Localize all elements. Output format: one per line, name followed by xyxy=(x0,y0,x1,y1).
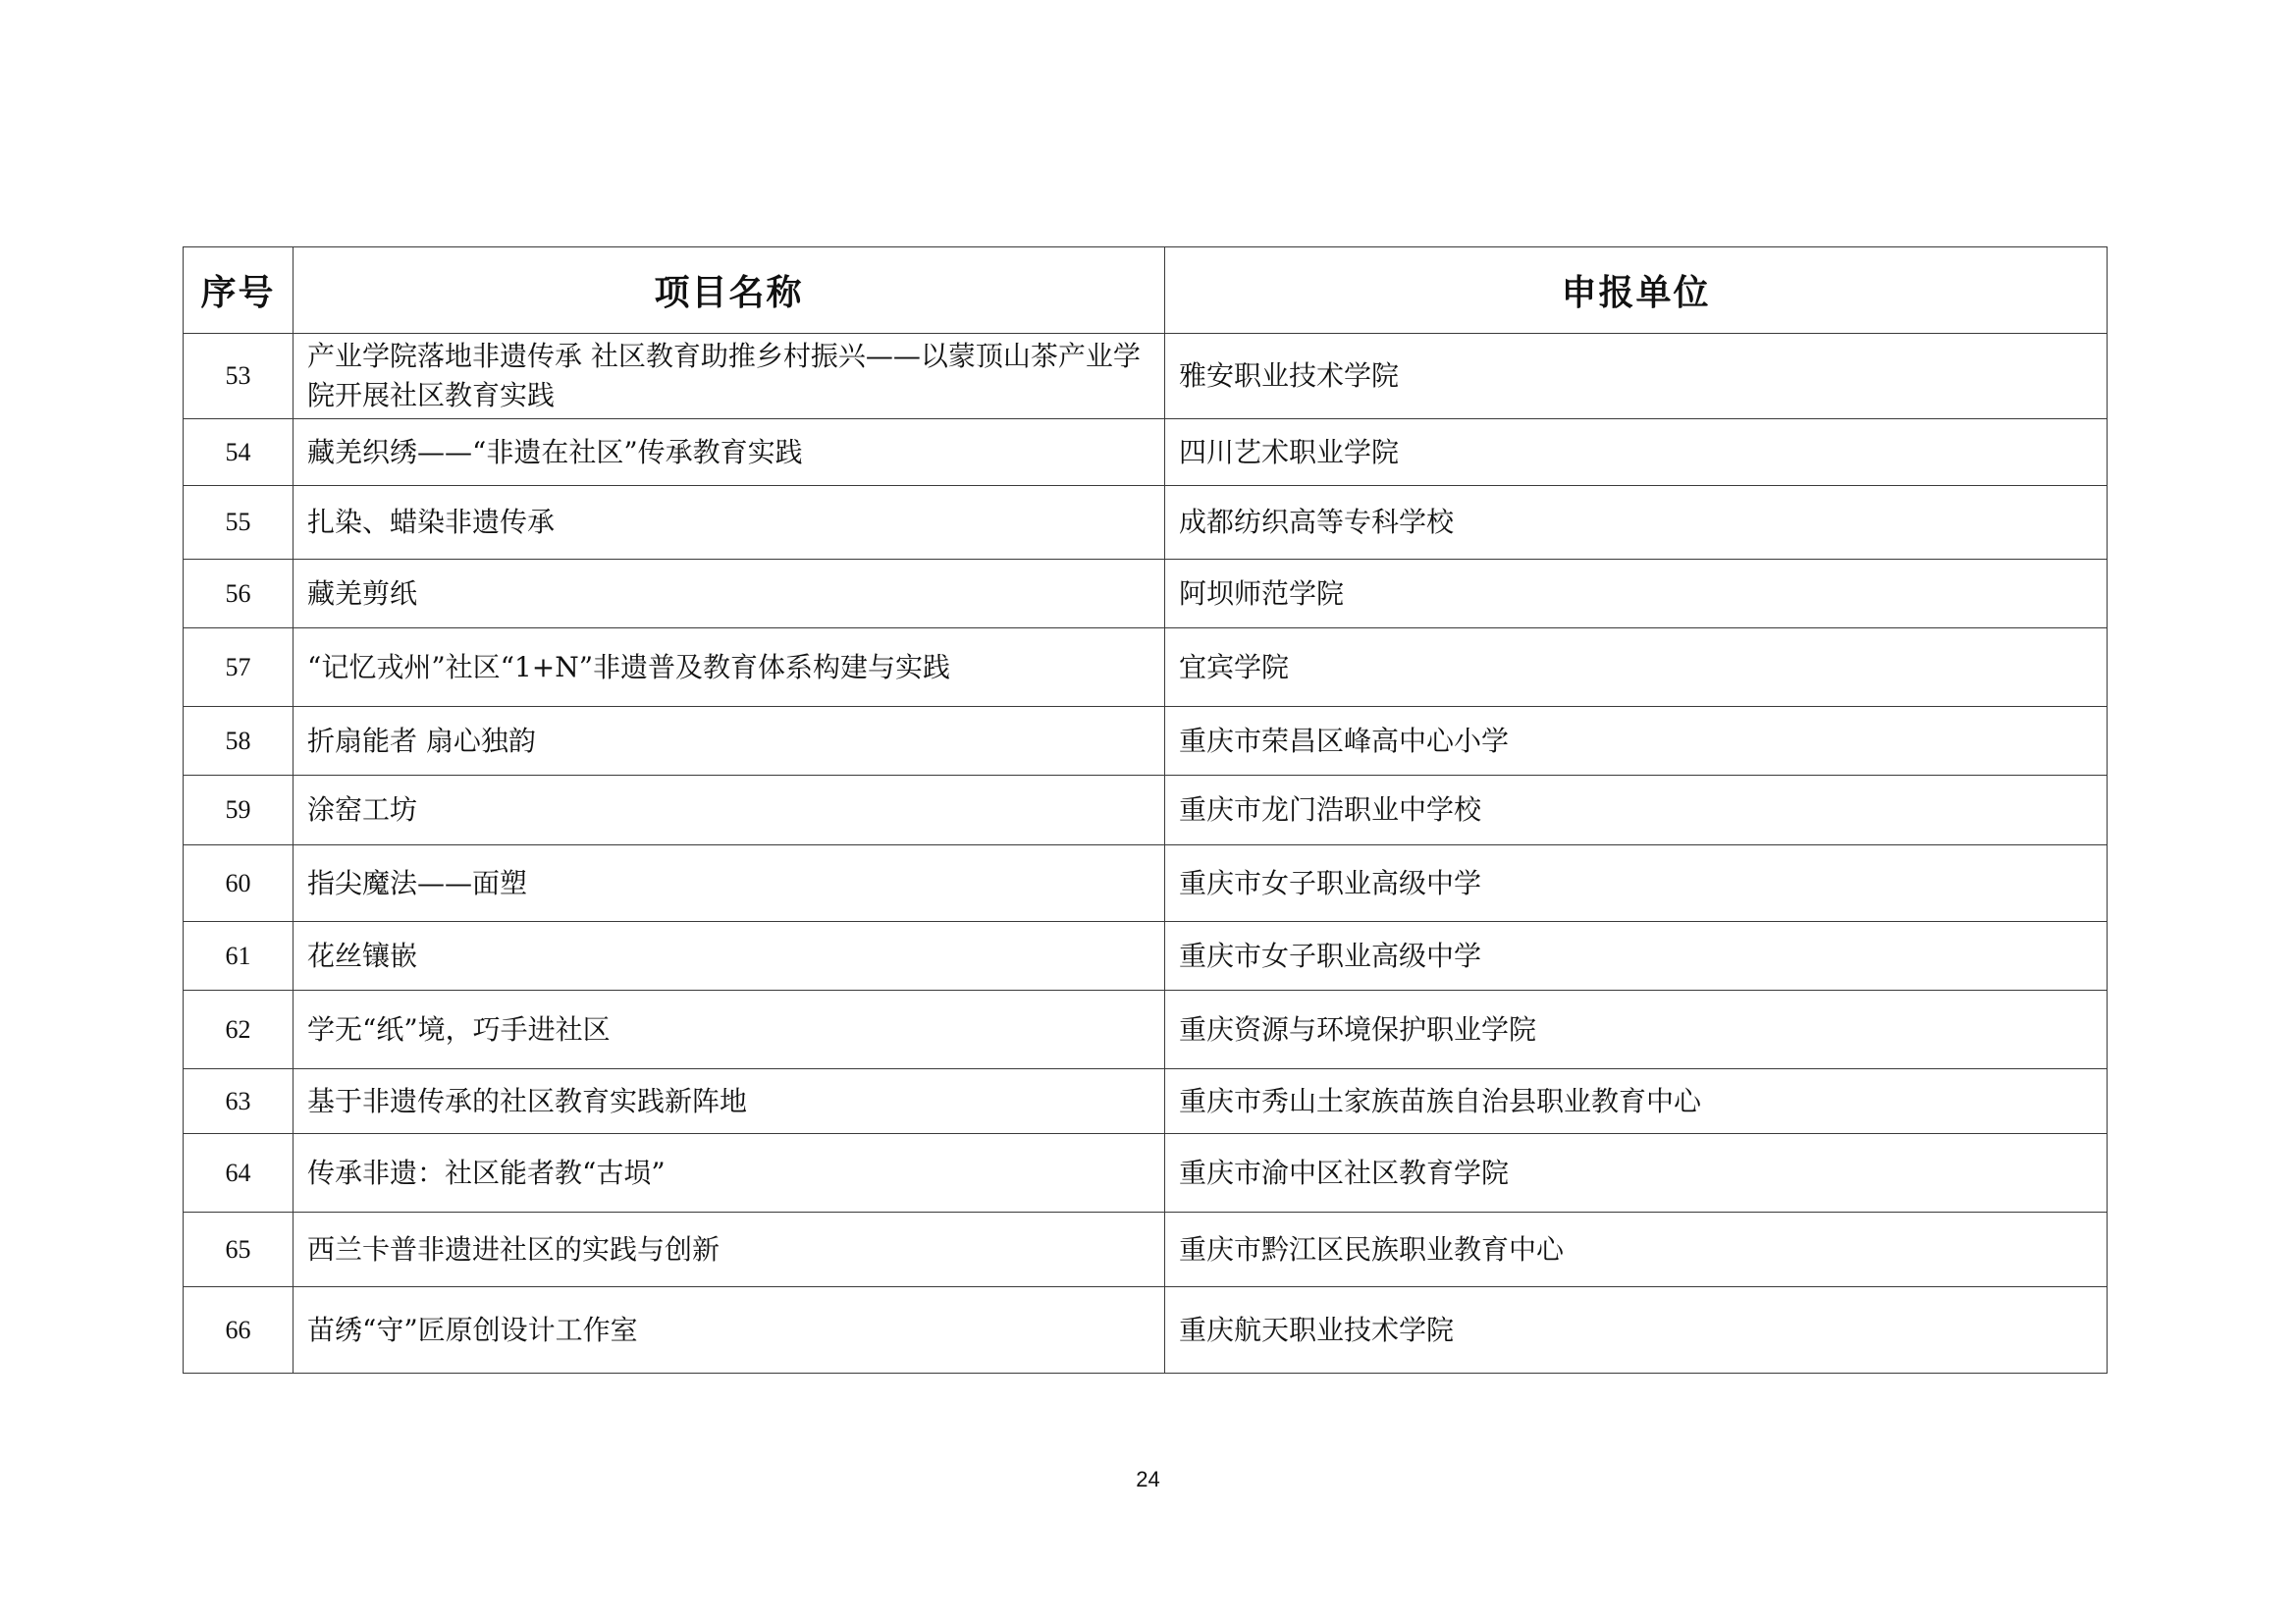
row-unit: 重庆市渝中区社区教育学院 xyxy=(1165,1134,2108,1213)
row-no: 57 xyxy=(184,628,294,707)
row-no: 61 xyxy=(184,922,294,991)
row-name: 产业学院落地非遗传承 社区教育助推乡村振兴——以蒙顶山茶产业学院开展社区教育实践 xyxy=(294,334,1165,419)
table-row xyxy=(184,776,2108,845)
row-unit: 重庆市女子职业高级中学 xyxy=(1165,922,2108,991)
row-name: 藏羌织绣——“非遗在社区”传承教育实践 xyxy=(294,419,1165,486)
table-row xyxy=(184,419,2108,486)
table-row xyxy=(184,334,2108,419)
row-unit: 雅安职业技术学院 xyxy=(1165,334,2108,419)
table-row xyxy=(184,991,2108,1069)
row-name: 传承非遗：社区能者教“古埙” xyxy=(294,1134,1165,1213)
row-name: 指尖魔法——面塑 xyxy=(294,845,1165,922)
table-row xyxy=(184,707,2108,776)
row-name: 花丝镶嵌 xyxy=(294,922,1165,991)
row-name: 基于非遗传承的社区教育实践新阵地 xyxy=(294,1069,1165,1134)
table-row xyxy=(184,1213,2108,1287)
row-no: 64 xyxy=(184,1134,294,1213)
row-no: 59 xyxy=(184,776,294,845)
project-table xyxy=(183,246,2108,1374)
row-no: 55 xyxy=(184,486,294,560)
table-row xyxy=(184,922,2108,991)
table-row xyxy=(184,560,2108,628)
row-no: 60 xyxy=(184,845,294,922)
row-no: 56 xyxy=(184,560,294,628)
row-unit: 重庆航天职业技术学院 xyxy=(1165,1287,2108,1374)
row-unit: 四川艺术职业学院 xyxy=(1165,419,2108,486)
row-unit: 阿坝师范学院 xyxy=(1165,560,2108,628)
row-unit: 重庆市荣昌区峰高中心小学 xyxy=(1165,707,2108,776)
table-row xyxy=(184,1287,2108,1374)
row-name: 藏羌剪纸 xyxy=(294,560,1165,628)
header-unit: 申报单位 xyxy=(1165,247,2108,334)
row-no: 53 xyxy=(184,334,294,419)
row-unit: 成都纺织高等专科学校 xyxy=(1165,486,2108,560)
row-no: 63 xyxy=(184,1069,294,1134)
row-unit: 重庆资源与环境保护职业学院 xyxy=(1165,991,2108,1069)
row-unit: 重庆市龙门浩职业中学校 xyxy=(1165,776,2108,845)
row-unit: 重庆市秀山土家族苗族自治县职业教育中心 xyxy=(1165,1069,2108,1134)
row-unit: 宜宾学院 xyxy=(1165,628,2108,707)
table-row xyxy=(184,1134,2108,1213)
header-name: 项目名称 xyxy=(294,247,1165,334)
row-name: 苗绣“守”匠原创设计工作室 xyxy=(294,1287,1165,1374)
row-no: 58 xyxy=(184,707,294,776)
row-name: “记忆戎州”社区“1+N”非遗普及教育体系构建与实践 xyxy=(294,628,1165,707)
row-name: 扎染、蜡染非遗传承 xyxy=(294,486,1165,560)
table-row xyxy=(184,486,2108,560)
row-no: 54 xyxy=(184,419,294,486)
row-name: 折扇能者 扇心独韵 xyxy=(294,707,1165,776)
row-no: 66 xyxy=(184,1287,294,1374)
table-header-row xyxy=(184,247,2108,334)
header-no: 序号 xyxy=(184,247,294,334)
table-row xyxy=(184,1069,2108,1134)
table-row xyxy=(184,628,2108,707)
table-row xyxy=(184,845,2108,922)
row-no: 65 xyxy=(184,1213,294,1287)
row-name: 西兰卡普非遗进社区的实践与创新 xyxy=(294,1213,1165,1287)
row-name: 学无“纸”境，巧手进社区 xyxy=(294,991,1165,1069)
row-unit: 重庆市黔江区民族职业教育中心 xyxy=(1165,1213,2108,1287)
row-unit: 重庆市女子职业高级中学 xyxy=(1165,845,2108,922)
page-number: 24 xyxy=(1136,1467,1160,1491)
row-name: 涂窑工坊 xyxy=(294,776,1165,845)
row-no: 62 xyxy=(184,991,294,1069)
